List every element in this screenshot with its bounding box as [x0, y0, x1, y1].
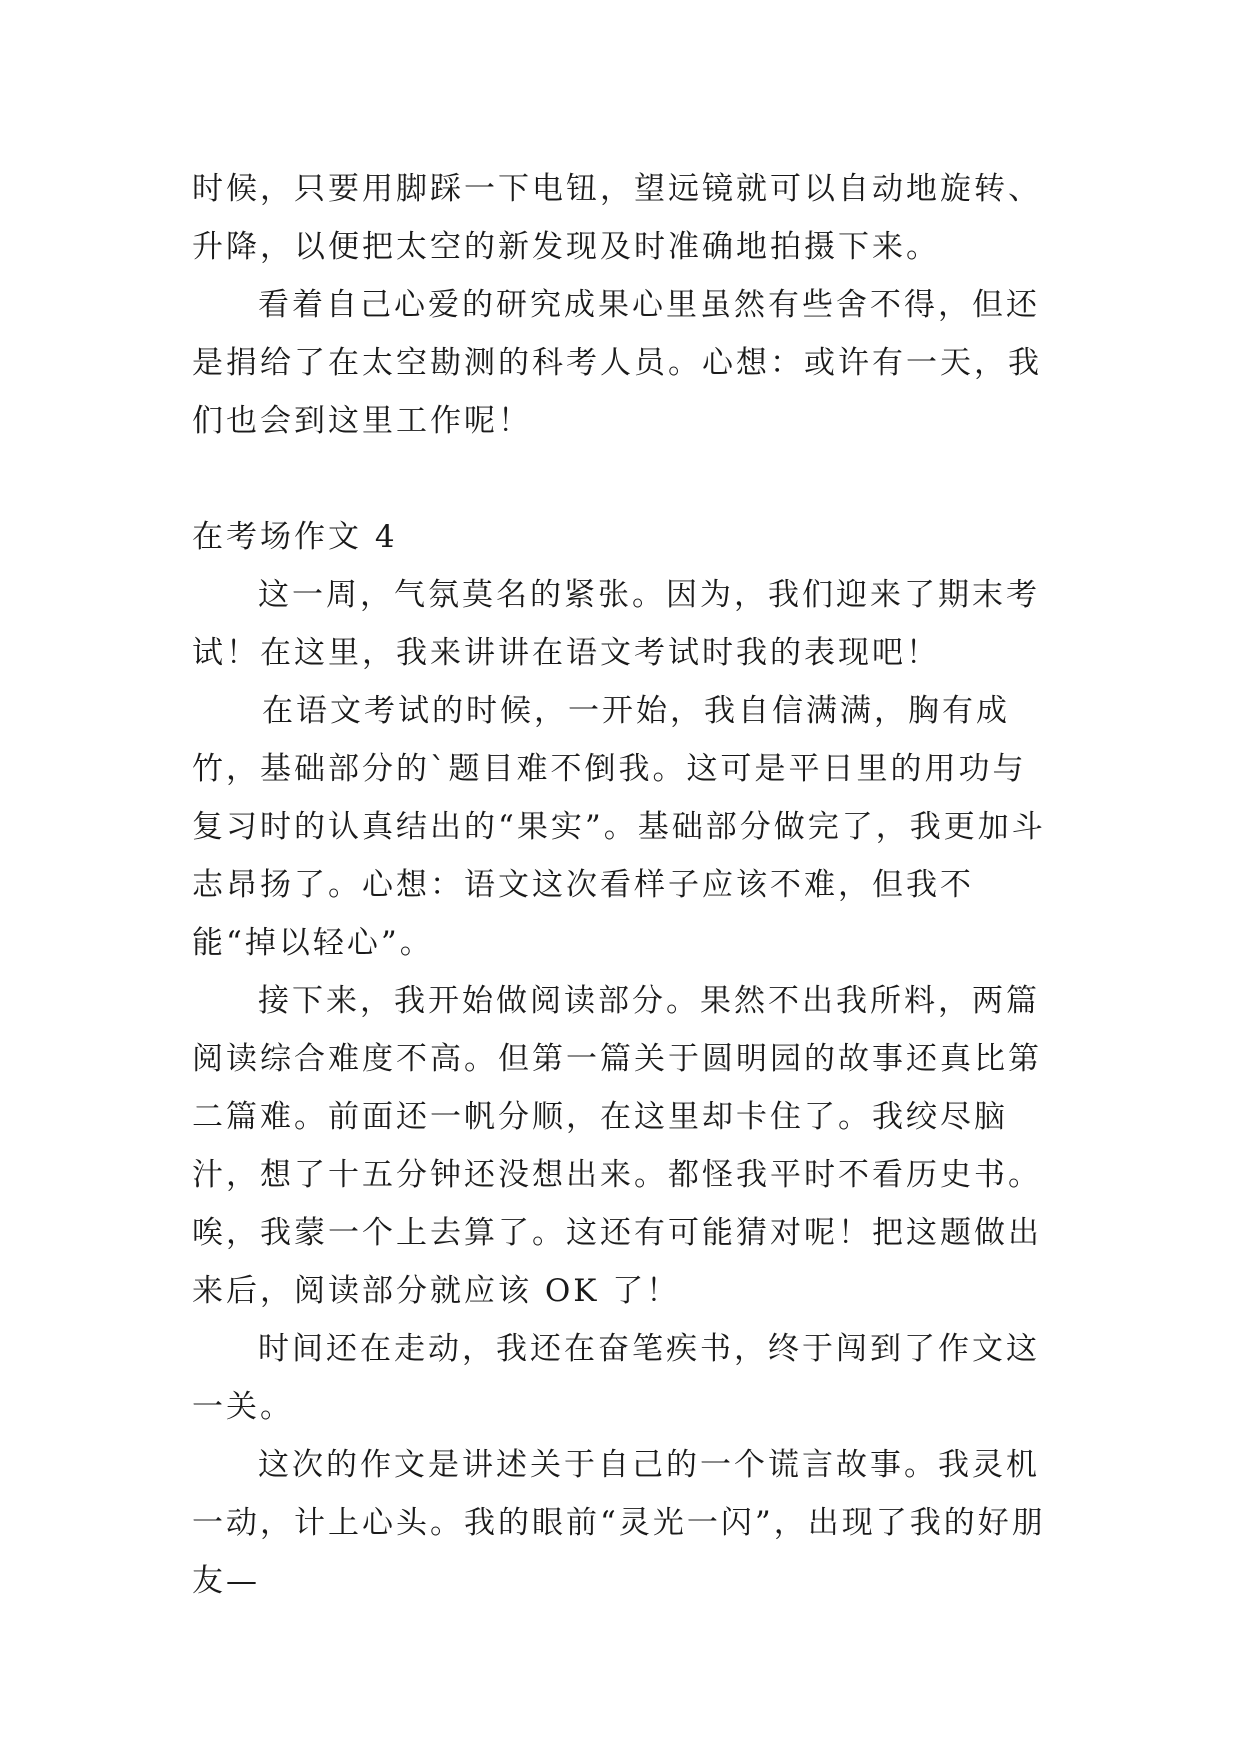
paragraph: 时间还在走动，我还在奋笔疾书，终于闯到了作文这一关。	[192, 1331, 1040, 1425]
paragraph: 接下来，我开始做阅读部分。果然不出我所料，两篇阅读综合难度不高。但第一篇关于圆明园的故事还真比第二篇难。前面还一帆分顺，在这里却卡住了。我绞尽脑汁，想了十五分钟还没想出来。都怪我平时不看历史书。唉，我蒙一个上去算了。这还有可能猜对呢！把这题做出来后，阅读部分就应该 OK 了！	[192, 983, 1042, 1309]
paragraph: 这次的作文是讲述关于自己的一个谎言故事。我灵机一动，计上心头。我的眼前“灵光一闪”，出现了我的好朋友—	[192, 1447, 1046, 1599]
paragraph: 这一周，气氛莫名的紧张。因为，我们迎来了期末考试！在这里，我来讲讲在语文考试时我的表现吧！	[192, 577, 1040, 671]
paragraph-continuation: 时候，只要用脚踩一下电钮，望远镜就可以自动地旋转、升降，以便把太空的新发现及时准确地拍摄下来。	[192, 171, 1042, 265]
document-body	[192, 160, 1052, 1610]
paragraph: 在语文考试的时候，一开始，我自信满满，胸有成竹，基础部分的`题目难不倒我。这可是平日里的用功与复习时的认真结出的“果实”。基础部分做完了，我更加斗志昂扬了。心想：语文这次看样子应该不难，但我不能“掉以轻心”。	[192, 693, 1046, 961]
section-title: 在考场作文 4	[192, 519, 398, 555]
paragraph: 看着自己心爱的研究成果心里虽然有些舍不得，但还是捐给了在太空勘测的科考人员。心想：或许有一天，我们也会到这里工作呢！	[192, 287, 1042, 439]
